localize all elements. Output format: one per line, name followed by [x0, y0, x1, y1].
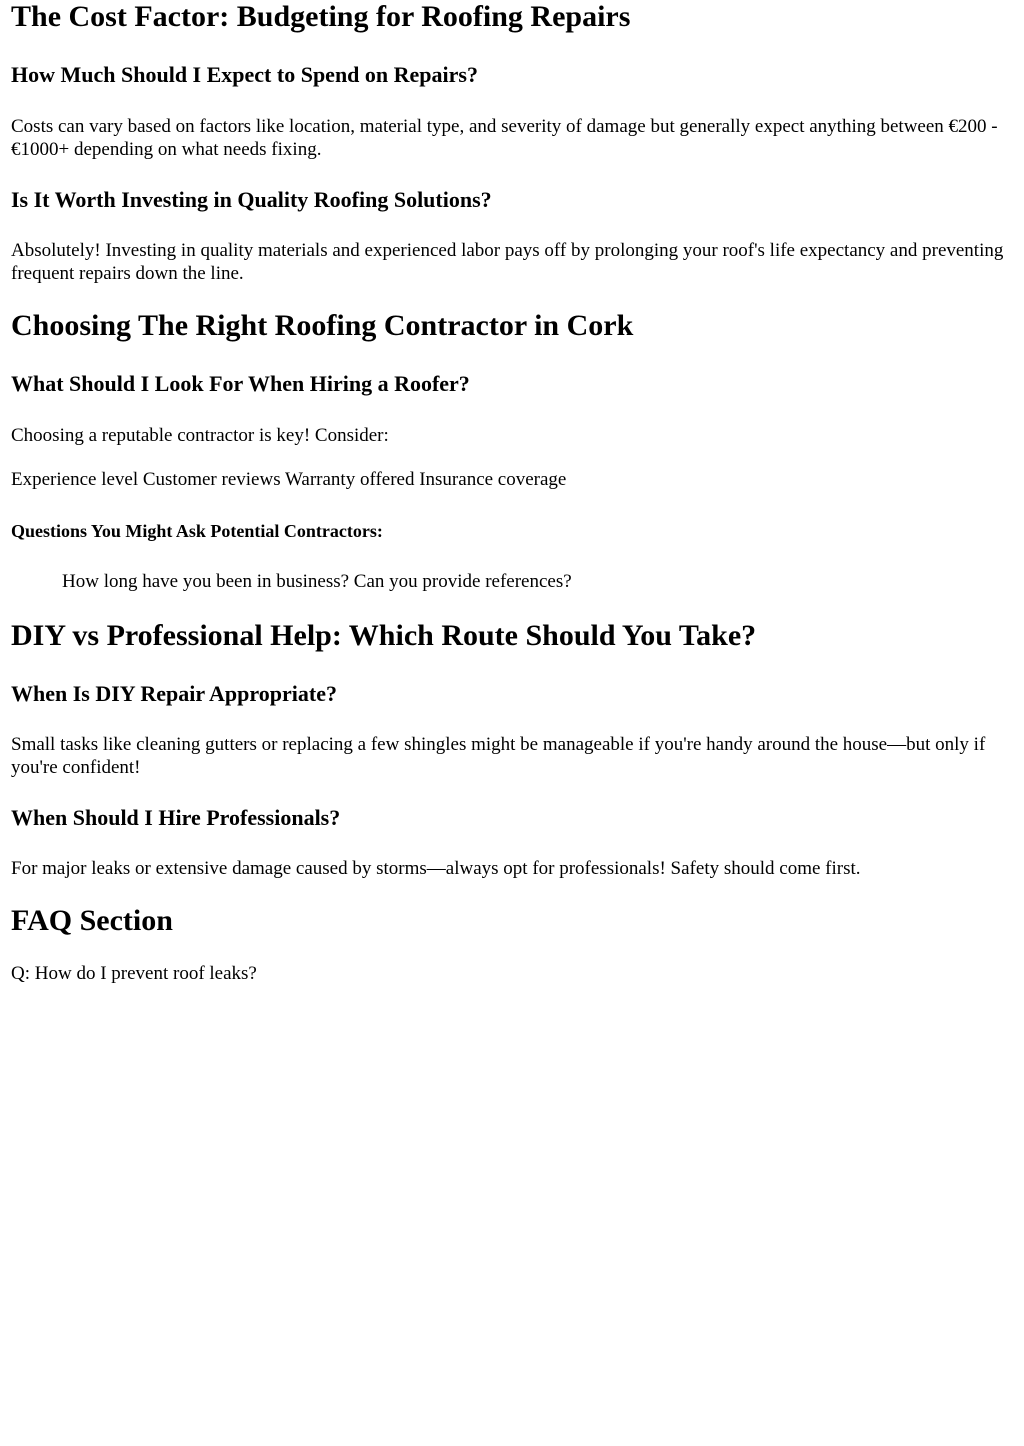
subheading-hire-professionals: When Should I Hire Professionals? — [11, 805, 341, 830]
subheading-hiring-roofer: What Should I Look For When Hiring a Roofer? — [11, 371, 470, 396]
paragraph-quality-investment: Absolutely! Investing in quality materials and experienced labor pays off by prolonging your roof's life expectancy and preventing frequent repairs down the line. — [11, 240, 1004, 284]
subheading-expected-spend: How Much Should I Expect to Spend on Repairs? — [11, 62, 478, 87]
section-title-contractor: Choosing The Right Roofing Contractor in Cork — [11, 309, 634, 342]
paragraph-diy-appropriate: Small tasks like cleaning gutters or replacing a few shingles might be manageable if you're handy around the house—but only if you're confident! — [11, 734, 986, 778]
subheading-quality-investment: Is It Worth Investing in Quality Roofing Solutions? — [11, 187, 492, 212]
paragraph-considerations-list: Experience level Customer reviews Warranty offered Insurance coverage — [11, 469, 567, 490]
blockquote-contractor-questions: How long have you been in business? Can you provide references? — [62, 571, 572, 592]
section-title-cost: The Cost Factor: Budgeting for Roofing Repairs — [11, 0, 631, 33]
section-title-diy-vs-pro: DIY vs Professional Help: Which Route Should You Take? — [11, 619, 757, 652]
paragraph-hiring-roofer: Choosing a reputable contractor is key! Consider: — [11, 425, 389, 446]
paragraph-hire-professionals: For major leaks or extensive damage caused by storms—always opt for professionals! Safety should come first. — [11, 858, 861, 879]
paragraph-expected-spend: Costs can vary based on factors like location, material type, and severity of damage but generally expect anything between €200 - €1000+ depending on what needs fixing. — [11, 116, 998, 160]
subheading-diy-appropriate: When Is DIY Repair Appropriate? — [11, 681, 337, 706]
section-title-faq: FAQ Section — [11, 904, 173, 937]
subheading-contractor-questions: Questions You Might Ask Potential Contractors: — [11, 521, 383, 541]
faq-question: Q: How do I prevent roof leaks? — [11, 963, 257, 984]
